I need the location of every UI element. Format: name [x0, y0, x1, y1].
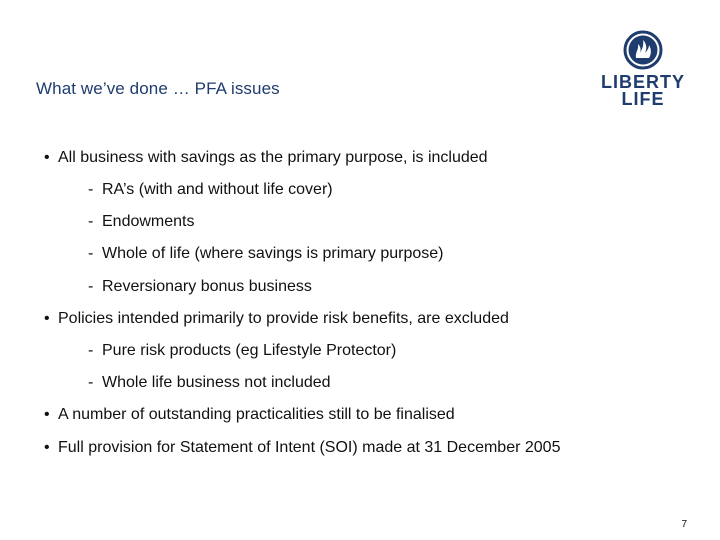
page-number: 7: [681, 519, 687, 530]
list-item-text: Reversionary bonus business: [102, 278, 312, 295]
dash-marker: -: [88, 342, 94, 359]
list-item: [88, 341, 396, 361]
flame-emblem-icon: [623, 30, 663, 70]
bullet-marker: •: [44, 310, 50, 327]
dash-marker: -: [88, 213, 94, 230]
dash-marker: -: [88, 374, 94, 391]
bullet-marker: •: [44, 149, 50, 166]
list-item-text: Full provision for Statement of Intent (SOI) made at 31 December 2005: [58, 439, 561, 456]
list-item-text: RA’s (with and without life cover): [102, 181, 333, 198]
list-item: [88, 373, 331, 393]
list-item: [44, 405, 455, 425]
list-item: [88, 212, 195, 232]
list-item: [88, 244, 443, 264]
list-item: [44, 309, 509, 329]
bullet-marker: •: [44, 439, 50, 456]
list-item: [88, 180, 333, 200]
liberty-life-logo: [600, 28, 690, 114]
slide-title: What we’ve done … PFA issues: [36, 79, 280, 98]
list-item: [88, 277, 312, 297]
list-item-text: A number of outstanding practicalities still to be finalised: [58, 406, 455, 423]
list-item-text: Endowments: [102, 213, 195, 230]
list-item-text: Whole life business not included: [102, 374, 331, 391]
list-item-text: Pure risk products (eg Lifestyle Protector): [102, 342, 397, 359]
dash-marker: -: [88, 278, 94, 295]
list-item-text: Whole of life (where savings is primary purpose): [102, 245, 444, 262]
list-item: [44, 148, 488, 168]
logo-text-line2: LIFE: [621, 89, 665, 109]
dash-marker: -: [88, 245, 94, 262]
list-item-text: Policies intended primarily to provide risk benefits, are excluded: [58, 310, 509, 327]
bullet-marker: •: [44, 406, 50, 423]
list-item-text: All business with savings as the primary purpose, is included: [58, 149, 488, 166]
dash-marker: -: [88, 181, 94, 198]
list-item: [44, 438, 560, 458]
logo-text-line1: LIBERTY: [600, 72, 685, 92]
